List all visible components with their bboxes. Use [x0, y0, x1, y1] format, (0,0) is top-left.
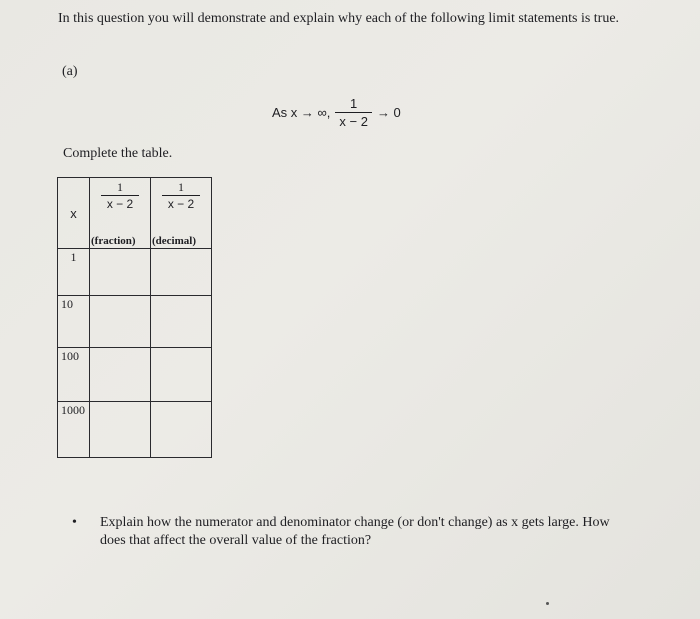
table-row [58, 402, 212, 458]
question-intro: In this question you will demonstrate and explain why each of the following limit statements is true. [58, 11, 620, 26]
decimal-answer-cell[interactable] [151, 249, 212, 296]
limit-statement [272, 92, 401, 132]
decimal-answer-cell[interactable] [151, 296, 212, 348]
explain-prompt-text: Explain how the numerator and denominator change (or don't change) as x gets large. How does that affect the overall value of the fraction? [100, 515, 610, 548]
x-value-cell [58, 402, 90, 458]
table-row [58, 249, 212, 296]
fraction-answer-cell[interactable] [90, 402, 151, 458]
x-value: 10 [61, 297, 73, 311]
decimal-header-denominator: x − 2 [162, 195, 200, 211]
fraction-header-numerator: 1 [117, 180, 123, 194]
x-value: 100 [61, 349, 79, 363]
limit-prefix: As x → ∞, [272, 104, 331, 120]
limit-fraction [335, 96, 372, 129]
limit-numerator: 1 [350, 95, 358, 111]
x-header-cell [58, 178, 90, 249]
decimal-answer-cell[interactable] [151, 402, 212, 458]
part-label: (a) [62, 64, 78, 79]
values-table [57, 177, 212, 458]
decimal-header-numerator: 1 [178, 180, 184, 194]
table-prompt: Complete the table. [63, 146, 173, 161]
fraction-answer-cell[interactable] [90, 296, 151, 348]
x-value-cell [58, 249, 90, 296]
table-row [58, 348, 212, 402]
fraction-header-expression [90, 180, 150, 211]
x-value-cell [58, 348, 90, 402]
decimal-header-cell [151, 178, 212, 249]
fraction-header-cell [90, 178, 151, 249]
limit-suffix: → 0 [376, 104, 401, 120]
x-value: 1000 [61, 403, 85, 417]
table-header-row [58, 178, 212, 249]
x-value-cell [58, 296, 90, 348]
decimal-header-label: (decimal) [152, 235, 196, 247]
decimal-answer-cell[interactable] [151, 348, 212, 402]
x-value: 1 [70, 250, 77, 264]
limit-denominator: x − 2 [335, 112, 372, 129]
fraction-header-denominator: x − 2 [101, 195, 139, 211]
decimal-header-expression [151, 180, 211, 211]
pen-mark [546, 602, 549, 605]
x-header: x [70, 206, 77, 221]
fraction-header-label: (fraction) [91, 235, 136, 247]
bullet-marker: • [72, 515, 77, 530]
fraction-answer-cell[interactable] [90, 348, 151, 402]
explain-prompt [72, 514, 612, 550]
fraction-answer-cell[interactable] [90, 249, 151, 296]
table-row [58, 296, 212, 348]
